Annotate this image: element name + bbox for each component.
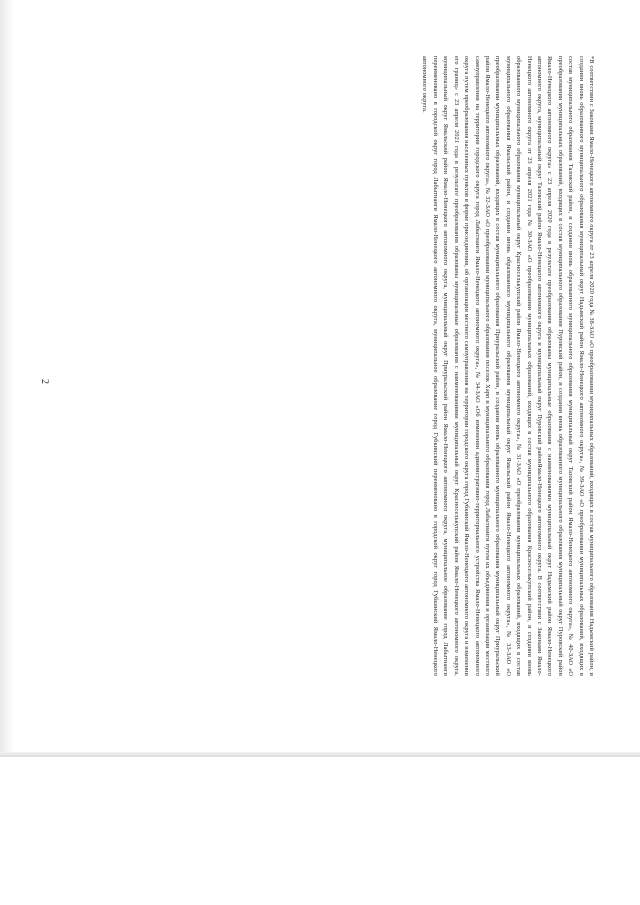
scan-shadow-left [0,0,14,757]
footnote-block [326,56,596,676]
footnote-text: *В соответствии с Законами Ямало-Ненецкого автономного округа от 23 апреля 2020 года № 38-ЗАО «О преобразовании муниципальных образований, входящих в состав муниципального образования Надымский район, и создании вновь образованного муниципального образования муниципальный округ Надымский район Ямало-Ненецкого автономного округа», № 39-ЗАО «О преобразовании муниципальных образований, входящих в состав муниципального образования Тазовский район, и создании вновь образованного муниципального образования муниципальный округ Тазовский район Ямало-Ненецкого автономного округа», № 40-ЗАО «О преобразовании муниципальных образований, входящих в состав муниципального образования Пуровский район, и создании вновь образованного муниципального образования муниципальный округ Пуровский район Ямало-Ненецкого автономного округа» с 23 апреля 2020 года в результате преобразования образованы муниципальные образования с наименованиями муниципальный округ Надымский район Ямало-Ненецкого автономного округа, муниципальный округ Тазовский район Ямало-Ненецкого автономного округа и муниципальный округ Пуровский районЯмало-Ненецкого автономного округа. В соответствии с Законами Ямало-Ненецкого автономного округа от 23 апреля 2021 года № 30-ЗАО «О преобразовании муниципальных образований, входящих в состав муниципального образования Красноселькупский район, и создании вновь образованного муниципального образования муниципальный округ Красноселькупский район Ямало-Ненецкого автономного округа», № 31-ЗАО «О преобразовании муниципальных образований, входящих в состав муниципального образования Ямальский район, и создании вновь образованного муниципального образования муниципальный округ Ямальский район Ямало-Ненецкого автономного округа», № 33-ЗАО «О преобразовании муниципальных образований, входящих в состав муниципального образования Приуральский район, и создании вновь образованного муниципального образования муниципальный округ Приуральский район Ямало-Ненецкого автономного округа», № 32-ЗАО «О преобразовании муниципального образования поселок Харп и муниципального образования город Лабытнанги путем их объединения и организации местного самоуправления на территории городского округа город Лабытнанги Ямало-Ненецкого автономного округа», № 34-ЗАО «Об изменении административно-территориального устройства Ямало-Ненецкого автономного округа путем преобразования населенных пунктов в форме присоединения, об организации местного самоуправления на территории городского округа город Губкинский Ямало-Ненецкого автономного округа и изменении его границ» с 23 апреля 2021 года в результате преобразования образованы муниципальные образования с наименованиями муниципальный округ Красноселькупский район Ямало-Ненецкого автономного округа, муниципальный округ Ямальский район Ямало-Ненецкого автономного округа, муниципальный округ Приуральский район Ямало-Ненецкого автономного округа, муниципальное образование город Лабытнанги переименовано в городской округ город Лабытнанги Ямало-Ненецкого автономного округа, муниципальное образование город Губкинский переименовано в городской округ город Губкинский Ямало-Ненецкого автономного округа. [421,56,595,676]
page-number: 2 [39,379,50,384]
scan-margin [0,757,640,905]
